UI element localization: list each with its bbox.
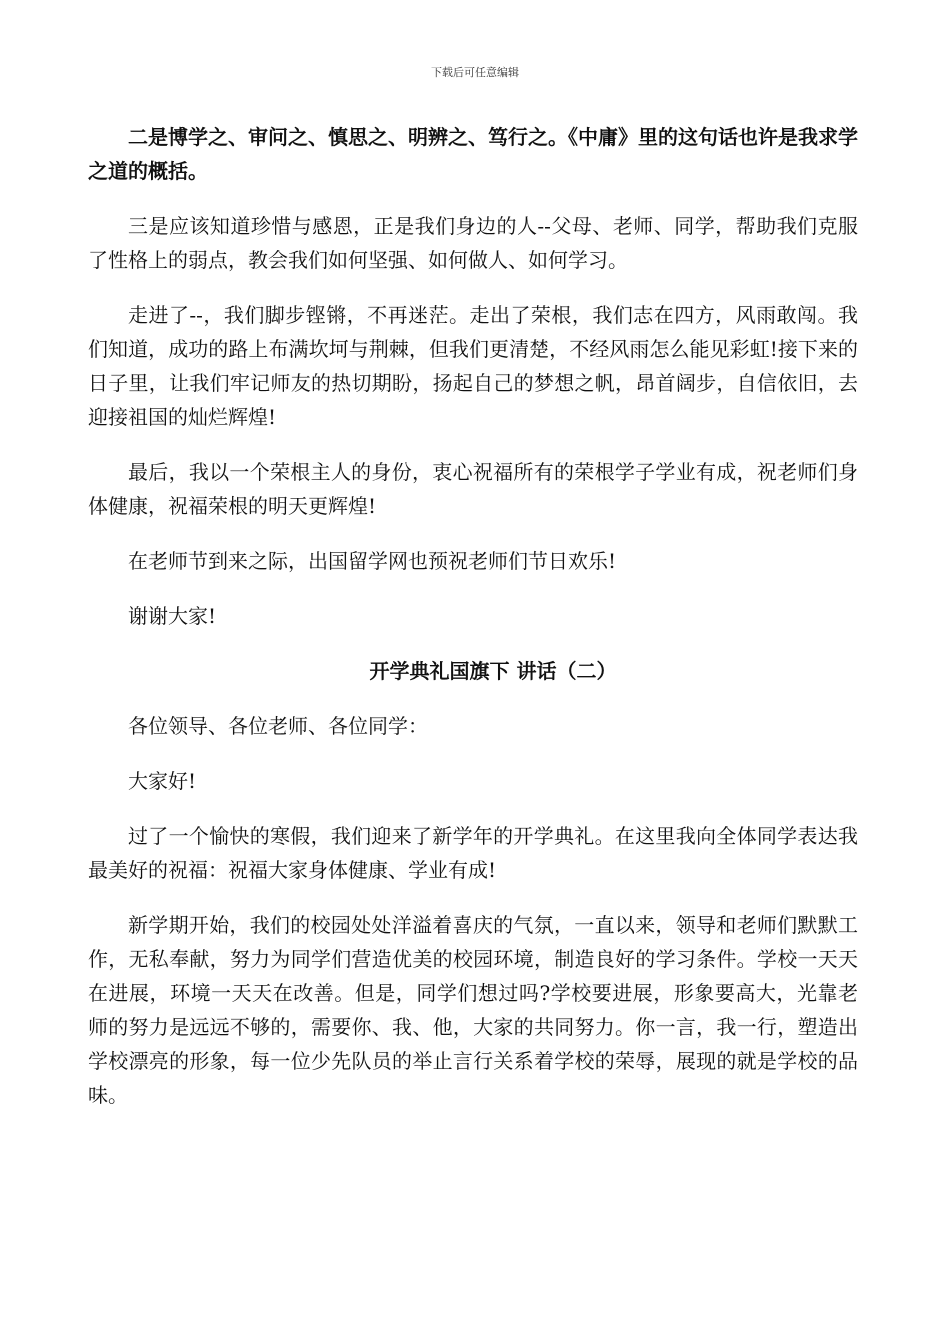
paragraph: 大家好! [128, 769, 197, 793]
paragraph: 最后，我以一个荣根主人的身份，衷心祝福所有的荣根学子学业有成，祝老师们身体健康，祝福荣根的明天更辉煌! [88, 460, 858, 518]
section-title: 开学典礼国旗下 讲话（二） [369, 659, 617, 683]
paragraph: 三是应该知道珍惜与感恩，正是我们身边的人--父母、老师、同学，帮助我们克服了性格上的弱点，教会我们如何坚强、如何做人、如何学习。 [88, 214, 858, 272]
paragraph: 新学期开始，我们的校园处处洋溢着喜庆的气氛，一直以来，领导和老师们默默工作，无私奉献，努力为同学们营造优美的校园环境，制造良好的学习条件。学校一天天在进展，环境一天天在改善。但是，同学们想过吗?学校要进展，形象要高大，光靠老师的努力是远远不够的，需要你、我、他，大家的共同努力。你一言，我一行，塑造出学校漂亮的形象，每一位少先队员的举止言行关系着学校的荣辱，展现的就是学校的品味。 [88, 913, 858, 1107]
paragraph: 二是博学之、审问之、慎思之、明辨之、笃行之。《中庸》里的这句话也许是我求学之道的概括。 [88, 125, 858, 183]
paragraph: 各位领导、各位老师、各位同学： [128, 714, 428, 738]
paragraph: 在老师节到来之际，出国留学网也预祝老师们节日欢乐! [128, 549, 617, 573]
paragraph: 走进了--，我们脚步铿锵，不再迷茫。走出了荣根，我们志在四方，风雨敢闯。我们知道，成功的路上布满坎坷与荆棘，但我们更清楚，不经风雨怎么能见彩虹!接下来的日子里，让我们牢记师友的热切期盼，扬起自己的梦想之帆，昂首阔步，自信依旧，去迎接祖国的灿烂辉煌! [88, 303, 858, 429]
page-header: 下载后可任意编辑 [431, 66, 519, 79]
paragraph: 过了一个愉快的寒假，我们迎来了新学年的开学典礼。在这里我向全体同学表达我最美好的祝福：祝福大家身体健康、学业有成! [88, 824, 858, 882]
paragraph: 谢谢大家! [128, 604, 217, 628]
document-body [88, 120, 858, 1133]
